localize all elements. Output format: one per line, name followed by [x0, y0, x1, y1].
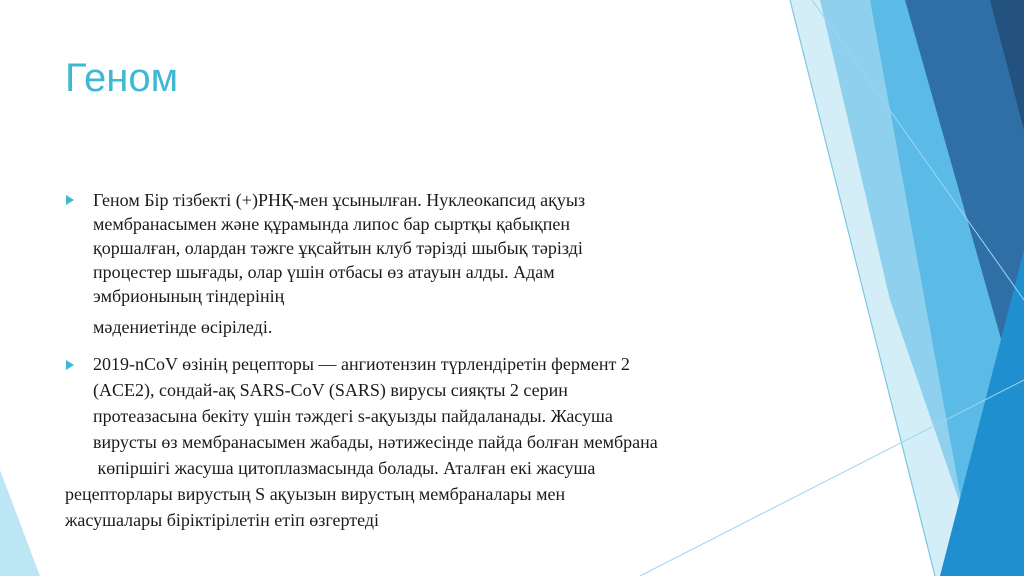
bullet-2-line-6: рецепторлары вирустың S ақуызын вирустың мембраналары мен: [65, 484, 566, 504]
bullet-1-line-2: мембранасымен және құрамында липос бар сыртқы қабықпен: [93, 214, 571, 234]
bullet-2-line-2: (ACE2), сондай-ақ SARS-CoV (SARS) вирусы сияқты 2 серин: [93, 380, 568, 400]
slide-title: Геном: [65, 56, 179, 100]
bullet-1-line-1: Геном Бір тізбекті (+)РНҚ-мен ұсынылған. Нуклеокапсид ақуыз: [93, 190, 586, 210]
bullet-arrow-icon: [66, 360, 74, 370]
bullet-2-line-3: протеазасына бекіту үшін тәждегі s-ақуызды пайдаланады. Жасуша: [93, 406, 613, 426]
bullet-2-line-5: көпіршігі жасуша цитоплазмасында болады. Аталған екі жасуша: [93, 458, 596, 478]
bullet-2-line-7: жасушалары біріктірілетін етіп өзгертеді: [65, 510, 380, 530]
bullet-2-line-1: 2019-nCoV өзінің рецепторы — ангиотензин түрлендіретін фермент 2: [93, 354, 630, 374]
bullet-1-line-6: мәдениетінде өсіріледі.: [93, 317, 273, 337]
bullet-1-line-3: қоршалған, олардан тәжге ұқсайтын клуб тәрізді шыбық тәрізді: [93, 238, 583, 258]
bullet-1-line-4: процестер шығады, олар үшін отбасы өз атауын алды. Адам: [93, 262, 555, 282]
left-accent-shape: [0, 470, 40, 576]
bullet-2-line-4: вирусты өз мембранасымен жабады, нәтижесінде пайда болған мембрана: [93, 432, 658, 452]
bullet-arrow-icon: [66, 195, 74, 205]
bullet-1-line-5: эмбрионының тіндерінің: [93, 286, 285, 306]
